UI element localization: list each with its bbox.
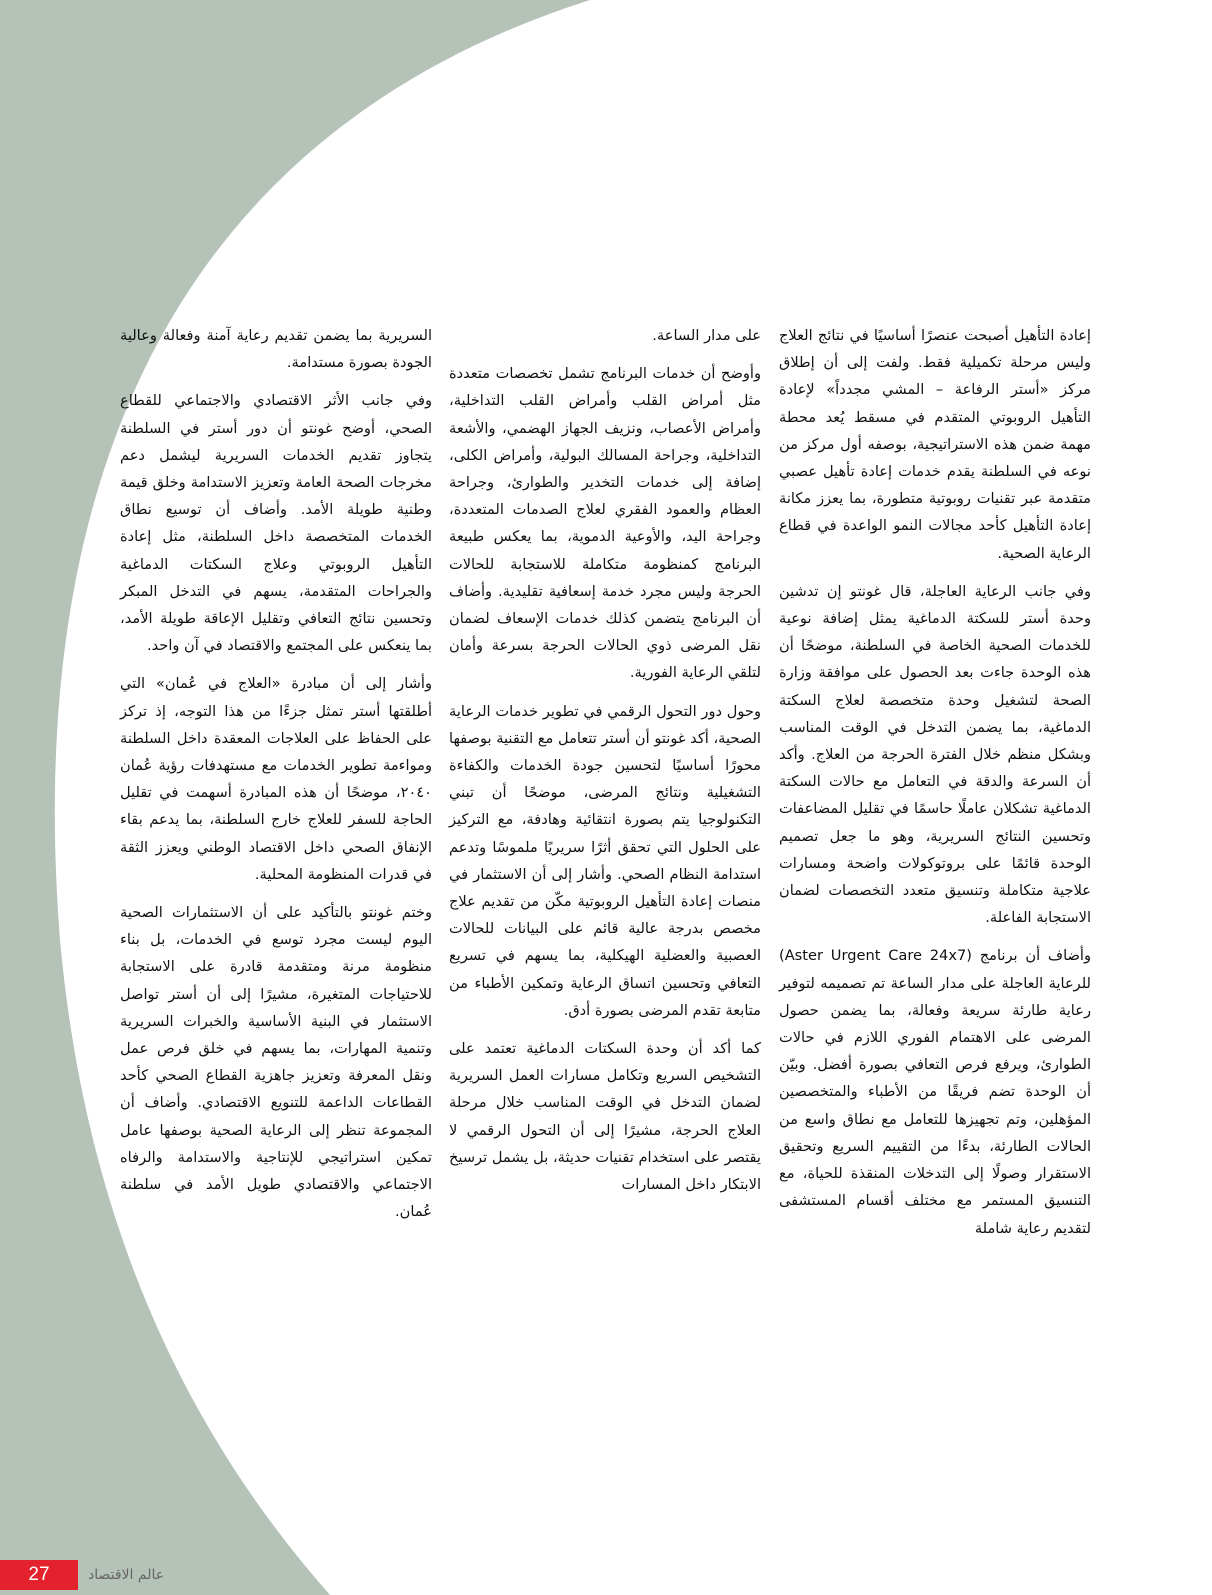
paragraph: على مدار الساعة. [652,327,761,344]
paragraph: وختم غونتو بالتأكيد على أن الاستثمارات الصحية اليوم ليست مجرد توسع في الخدمات، بل بناء منظومة مرنة ومتقدمة قادرة على الاستجابة للاحتياجات المتغيرة، مشيرًا إلى أن أستر تواصل الاستثمار في البنية الأساسية والخبرات السريرية وتنمية المهارات، بما يسهم في خلق فرص عمل ونقل المعرفة وتعزيز جاهزية القطاع الصحي كأحد القطاعات الداعمة للتنويع الاقتصادي. وأضاف أن المجموعة تنظر إلى الرعاية الصحية بوصفها عامل تمكين استراتيجي للإنتاجية والاستدامة والرفاه الاجتماعي والاقتصادي طويل الأمد في سلطنة عُمان. [120,904,432,1221]
paragraph: وأضاف أن برنامج (Aster Urgent Care 24x7) للرعاية العاجلة على مدار الساعة تم تصميمه لتوفير رعاية طارئة سريعة وفعالة، بما يضمن حصول المرضى على الاهتمام الفوري اللازم في حالات الطوارئ، ويرفع فرص التعافي بصورة أفضل. وبيّن أن الوحدة تضم فريقًا من الأطباء والمتخصصين المؤهلين، وتم تجهيزها للتعامل مع نطاق واسع من الحالات الطارئة، بدءًا من التقييم السريع وتحقيق الاستقرار وصولًا إلى التدخلات المنقذة للحياة، مع التنسيق المستمر مع مختلف أقسام المستشفى لتقديم رعاية شاملة [779,947,1092,1237]
article-column-right [779,322,1091,1253]
article-column-middle [449,322,761,1209]
paragraph: وأشار إلى أن مبادرة «العلاج في عُمان» التي أطلقتها أستر تمثل جزءًا من هذا التوجه، إذ تركز على الحفاظ على العلاجات المعقدة داخل السلطنة ومواءمة تطوير الخدمات مع مستهدفات رؤية عُمان ٢٠٤٠، موضحًا أن هذه المبادرة أسهمت في تقليل الحاجة للسفر للعلاج خارج السلطنة، بما يدعم بقاء الإنفاق الصحي داخل الاقتصاد الوطني ويعزز الثقة في قدرات المنظومة المحلية. [120,675,432,883]
page-number: 27 [0,1560,78,1590]
paragraph: السريرية بما يضمن تقديم رعاية آمنة وفعالة وعالية الجودة بصورة مستدامة. [120,327,432,372]
paragraph: وفي جانب الرعاية العاجلة، قال غونتو إن تدشين وحدة أستر للسكتة الدماغية يمثل إضافة نوعية للخدمات الصحية الخاصة في السلطنة، موضحًا أن هذه الوحدة جاءت بعد الحصول على موافقة وزارة الصحة لتشغيل وحدة متخصصة لعلاج السكتة الدماغية، بما يضمن التدخل في الوقت المناسب وبشكل منظم خلال الفترة الحرجة من العلاج. وأكد أن السرعة والدقة في التعامل مع حالات السكتة الدماغية تشكلان عاملًا حاسمًا في تقليل المضاعفات وتحسين النتائج السريرية، وهو ما جعل تصميم الوحدة قائمًا على بروتوكولات واضحة ومسارات علاجية متكاملة وتنسيق متعدد التخصصات لضمان الاستجابة الفاعلة. [779,582,1091,927]
paragraph: وأوضح أن خدمات البرنامج تشمل تخصصات متعددة مثل أمراض القلب وأمراض القلب التداخلية، وأمراض الأعصاب، ونزيف الجهاز الهضمي، والأشعة التداخلية، وجراحة المسالك البولية، وأمراض الكلى، إضافة إلى خدمات التخدير والطوارئ، وجراحة العظام والعمود الفقري لعلاج الصدمات المتعددة، وجراحة اليد، والأوعية الدموية، بما يعكس طبيعة البرنامج كمنظومة متكاملة للاستجابة للحالات الحرجة وليس مجرد خدمة إسعافية تقليدية. وأضاف أن البرنامج يتضمن كذلك خدمات الإسعاف لضمان نقل المرضى ذوي الحالات الحرجة بسرعة وأمان لتلقي الرعاية الفورية. [449,365,761,682]
paragraph: إعادة التأهيل أصبحت عنصرًا أساسيًا في نتائج العلاج وليس مرحلة تكميلية فقط. ولفت إلى أن إطلاق مركز «أستر الرفاعة – المشي مجدداً» لإعادة التأهيل الروبوتي المتقدم في مسقط يُعد محطة مهمة ضمن هذه الاستراتيجية، بوصفه أول مركز من نوعه في السلطنة يقدم خدمات إعادة تأهيل عصبي متقدمة عبر تقنيات روبوتية متطورة، بما يعزز مكانة إعادة التأهيل كأحد مجالات النمو الواعدة في قطاع الرعاية الصحية. [779,327,1091,562]
paragraph: كما أكد أن وحدة السكتات الدماغية تعتمد على التشخيص السريع وتكامل مسارات العمل السريرية لضمان التدخل في الوقت المناسب خلال مرحلة العلاج الحرجة، مشيرًا إلى أن التحول الرقمي لا يقتصر على استخدام تقنيات حديثة، بل يشمل ترسيخ الابتكار داخل المسارات [449,1040,761,1194]
magazine-title: عالم الاقتصاد [88,1567,165,1583]
paragraph: وفي جانب الأثر الاقتصادي والاجتماعي للقطاع الصحي، أوضح غونتو أن دور أستر في السلطنة يتجاوز تقديم الخدمات السريرية ليشمل دعم مخرجات الصحة العامة وتعزيز الاستدامة وخلق قيمة وطنية طويلة الأمد. وأضاف أن توسيع نطاق الخدمات المتخصصة داخل السلطنة، مثل إعادة التأهيل الروبوتي وعلاج السكتات الدماغية والجراحات المتقدمة، يسهم في التدخل المبكر وتحسين نتائج التعافي وتقليل الإعاقة طويلة الأمد، بما ينعكس على المجتمع والاقتصاد في آن واحد. [120,392,432,655]
paragraph: وحول دور التحول الرقمي في تطوير خدمات الرعاية الصحية، أكد غونتو أن أستر تتعامل مع التقنية بوصفها محورًا أساسيًا لتحسين جودة الخدمات والكفاءة التشغيلية ونتائج المرضى، موضحًا أن تبني التكنولوجيا يتم بصورة انتقائية وهادفة، مع التركيز على الحلول التي تحقق أثرًا سريريًا ملموسًا وتدعم استدامة النظام الصحي. وأشار إلى أن الاستثمار في منصات إعادة التأهيل الروبوتية مكّن من تقديم علاج مخصص بدرجة عالية قائم على البيانات للحالات العصبية والعضلية الهيكلية، بما يسهم في تسريع التعافي وتحسين اتساق الرعاية وتمكين الأطباء من متابعة تقدم المرضى بصورة أدق. [449,702,761,1019]
article-column-left [120,322,432,1237]
